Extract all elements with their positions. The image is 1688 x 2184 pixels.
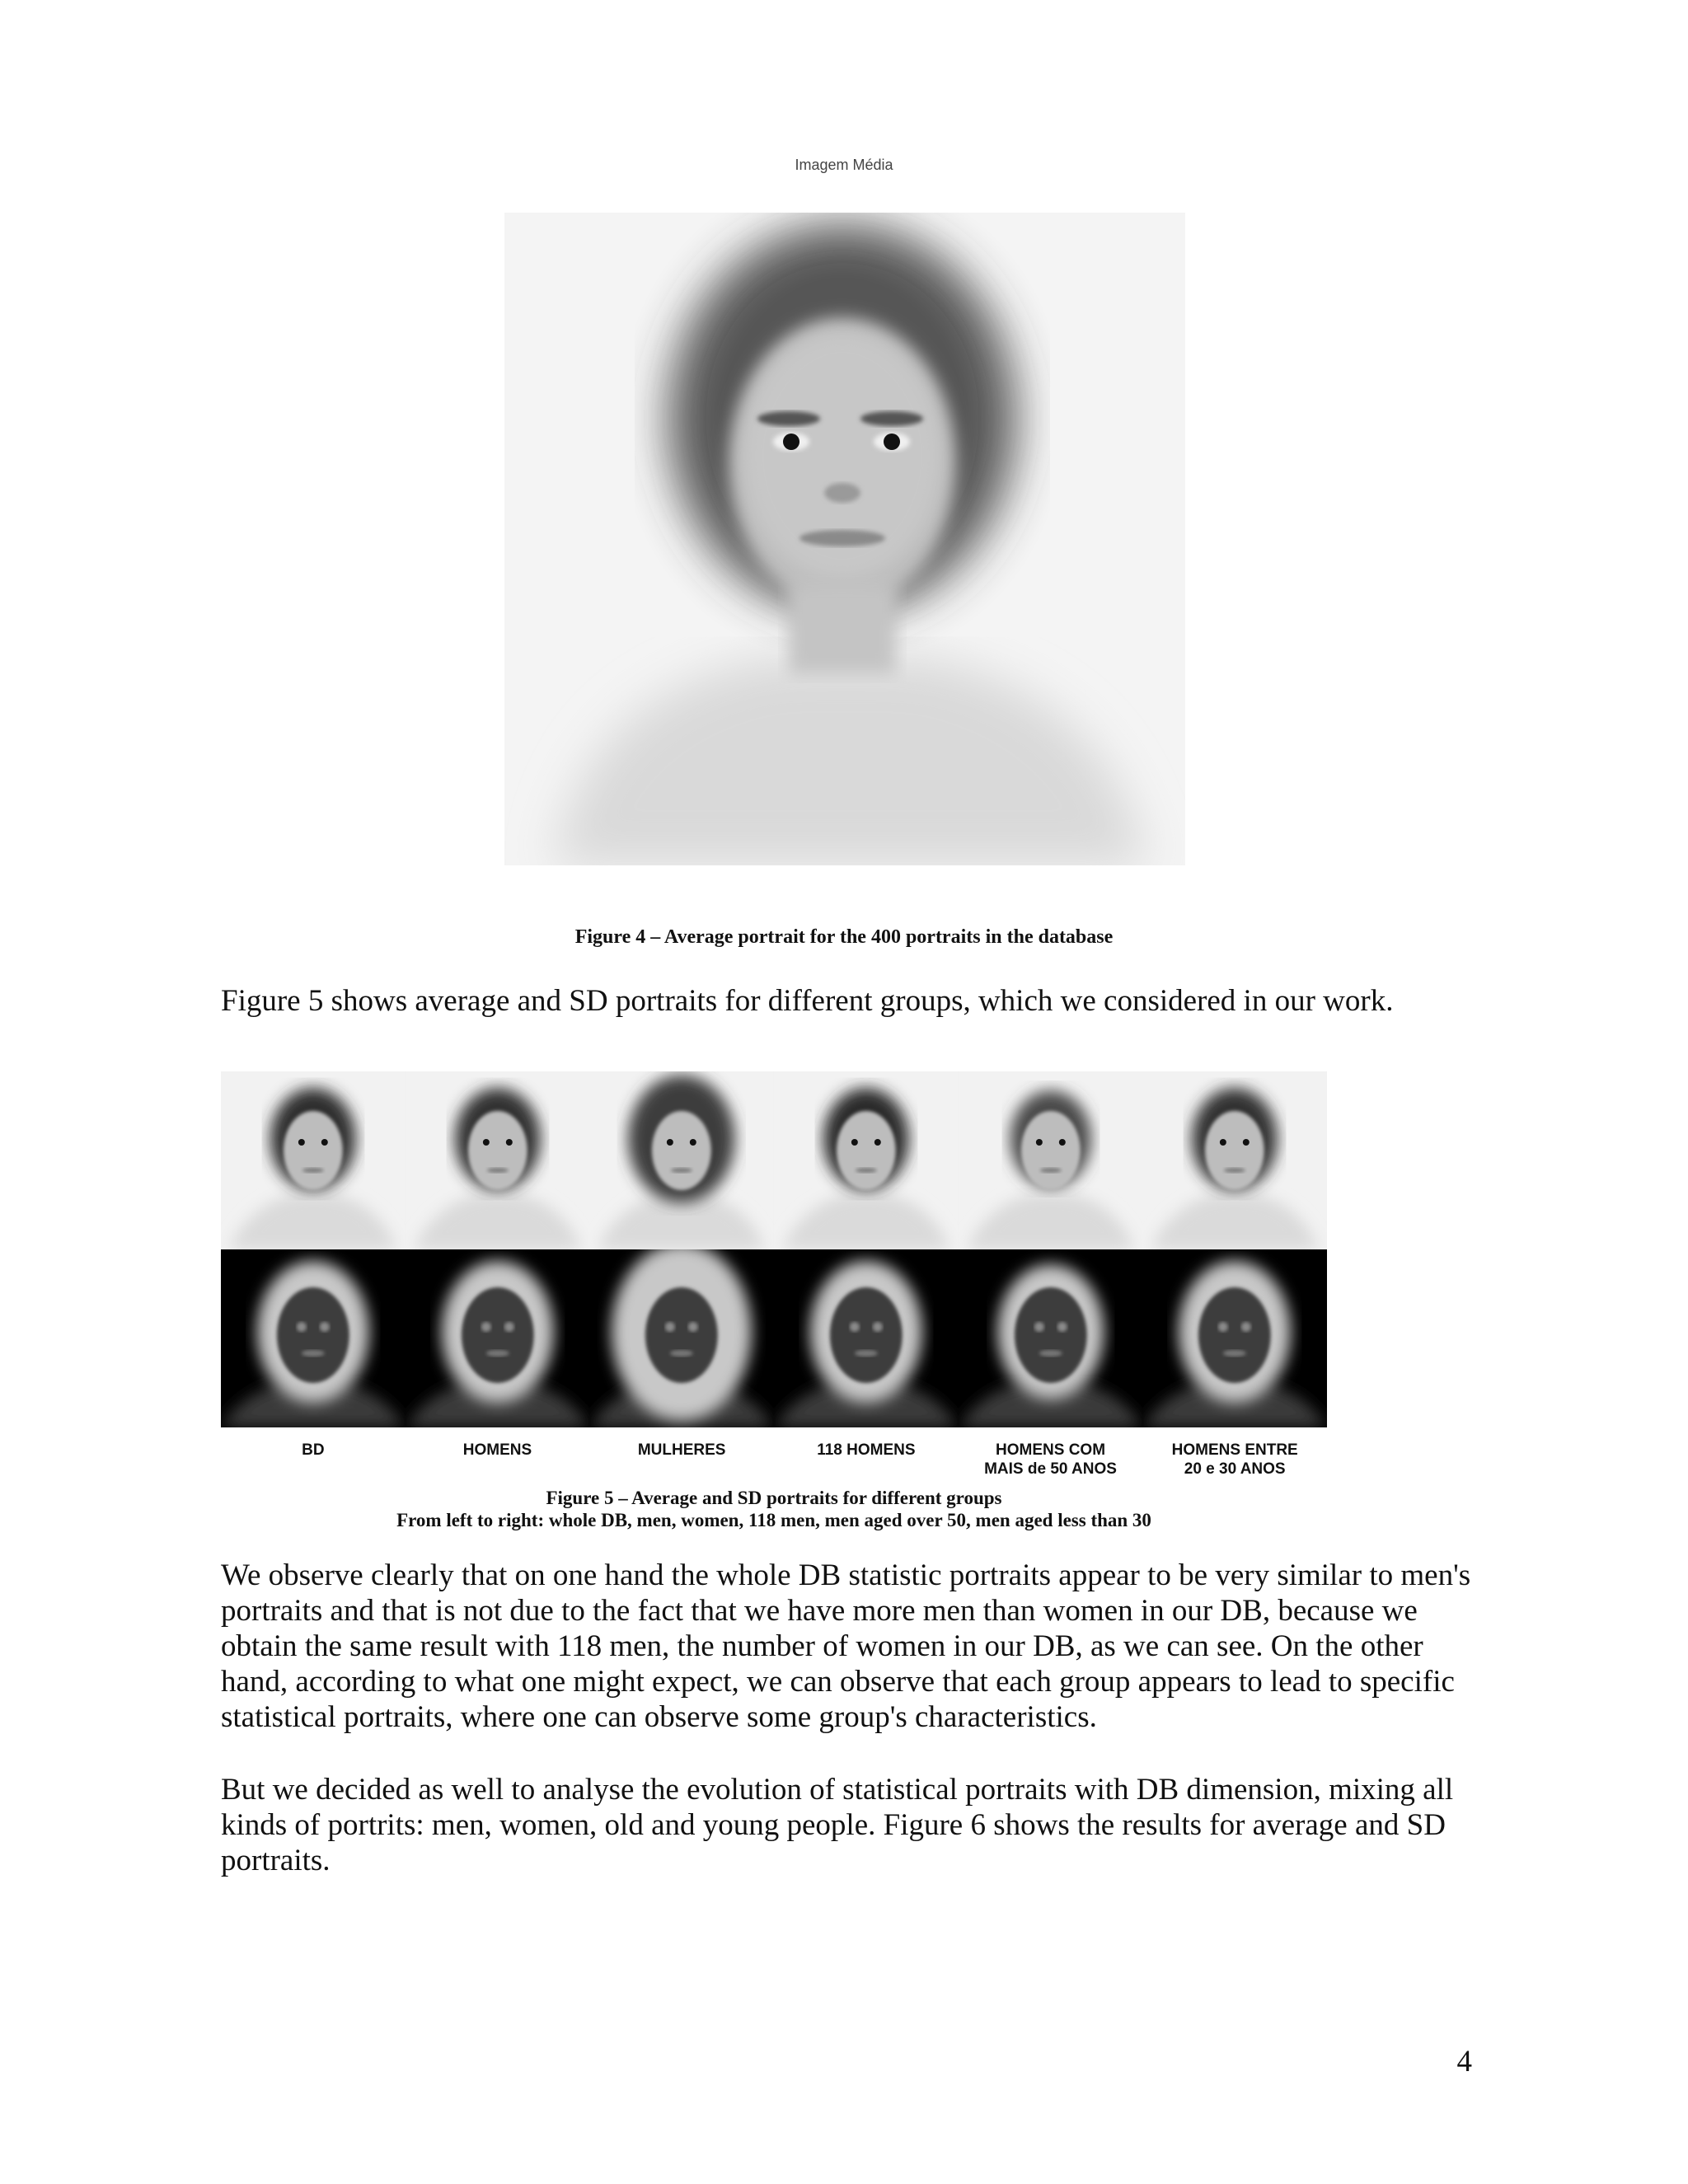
paragraph-db-dimension: But we decided as well to analyse the evolution of statistical portraits with DB dimension, mixing all kinds of portrits: men, women, old and young people. Figure 6 shows the results for average and SD portraits. [221, 1773, 1454, 1877]
sd-portraits-row [221, 1249, 1327, 1427]
sd-portrait-6 [1142, 1249, 1327, 1427]
label-homens-mais-50: HOMENS COM MAIS de 50 ANOS [984, 1441, 1117, 1478]
average-portrait-5 [959, 1071, 1143, 1249]
average-portrait-6 [1142, 1071, 1327, 1249]
average-portrait-3 [589, 1071, 774, 1249]
page-number: 4 [1456, 2045, 1472, 2079]
label-bd: BD [302, 1441, 325, 1459]
average-portraits-row [221, 1071, 1327, 1249]
label-homens-20-30: HOMENS ENTRE 20 e 30 ANOS [1171, 1441, 1298, 1478]
sd-portrait-3 [589, 1249, 774, 1427]
average-portrait-image [504, 213, 1185, 865]
paragraph-observation: We observe clearly that on one hand the whole DB statistic portraits appear to be very similar to men's portraits and that is not due to the fact that we have more men than women in our DB, because we obtain the same result with 118 men, the number of women in our DB, as we can see. On the other hand, according to what one might expect, we can observe that each group appears to lead to specific statistical portraits, where one can observe some group's characteristics. [221, 1558, 1471, 1734]
label-mulheres: MULHERES [637, 1441, 726, 1459]
figure5-caption-line2: From left to right: whole DB, men, women, 118 men, men aged over 50, men aged less than 30 [396, 1510, 1151, 1530]
figure5-caption-line1: Figure 5 – Average and SD portraits for different groups [546, 1488, 1002, 1508]
paragraph-figure5-intro: Figure 5 shows average and SD portraits for different groups, which we considered in our work. [221, 984, 1394, 1018]
figure5-labels [221, 1441, 1327, 1483]
sd-portrait-2 [406, 1249, 590, 1427]
figure4-caption: Figure 4 – Average portrait for the 400 portraits in the database [574, 926, 1114, 948]
average-portrait-2 [406, 1071, 590, 1249]
figure5-image-grid [221, 1071, 1327, 1427]
sd-portrait-4 [774, 1249, 959, 1427]
sd-portrait-5 [959, 1249, 1143, 1427]
average-portrait-4 [774, 1071, 959, 1249]
sd-portrait-1 [221, 1249, 406, 1427]
figure4-image-title: Imagem Média [795, 157, 893, 173]
figure5-caption [221, 1487, 1327, 1531]
average-portrait-1 [221, 1071, 406, 1249]
label-118-homens: 118 HOMENS [817, 1441, 916, 1459]
label-homens: HOMENS [462, 1441, 532, 1459]
